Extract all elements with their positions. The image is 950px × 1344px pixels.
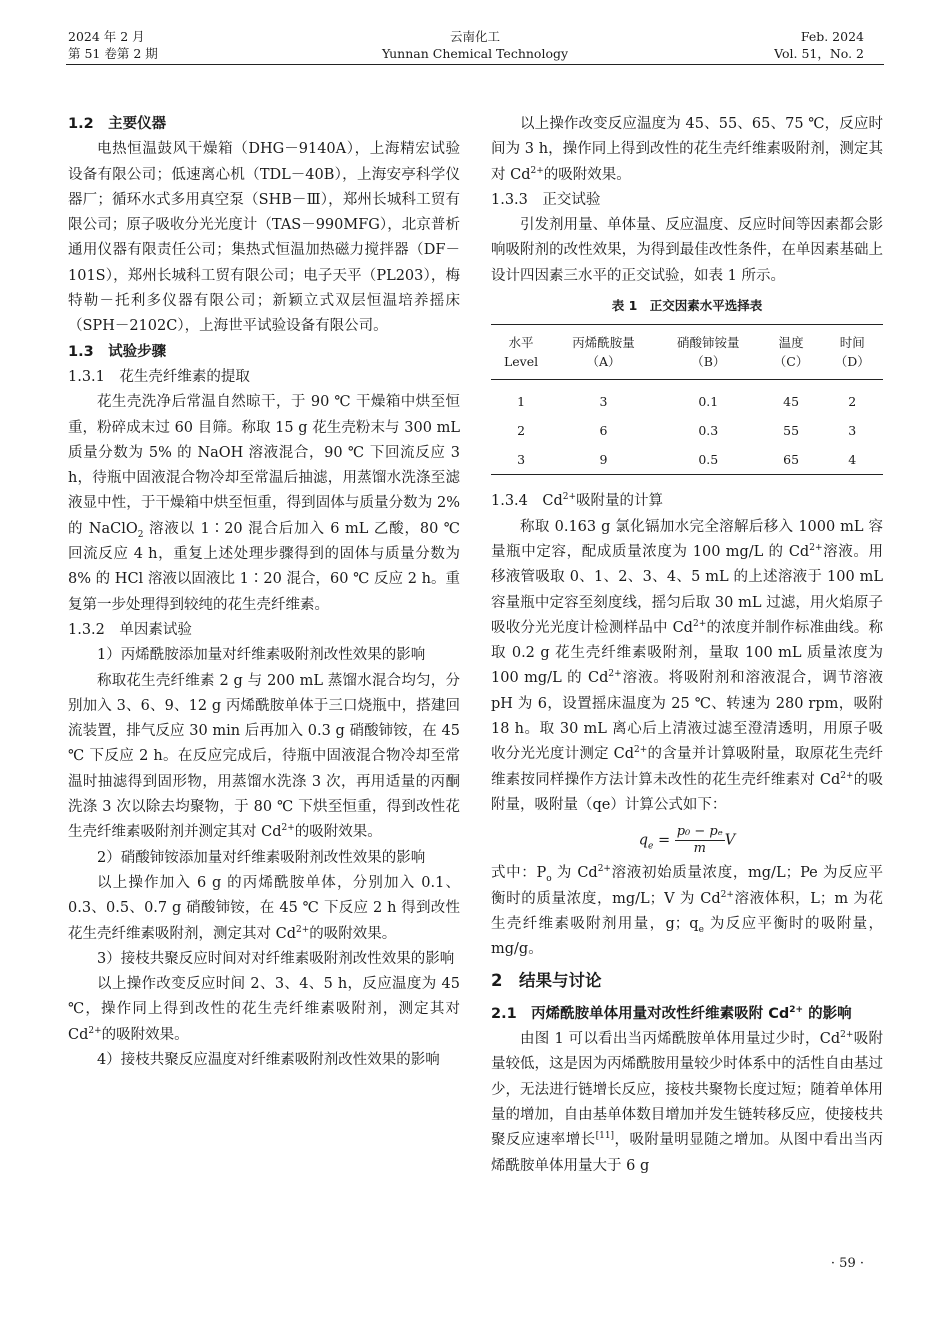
cd-charge: 2+ (530, 165, 544, 176)
table-header-cell: 丙烯酰胺量 （A） (551, 325, 656, 380)
cd-charge: 2+ (840, 1030, 854, 1041)
table-cell: 65 (761, 445, 822, 475)
section-1-2-body: 电热恒温鼓风干燥箱（DHG－9140A），上海精宏试验设备有限公司；低速离心机（TDL－40B），上海安亭科学仪器厂；循环水式多用真空泵（SHB－Ⅲ），郑州长城科工贸有限公司；原子吸收分光光度计（TAS－990MFG），北京普析通用仪器有限责任公司；集热式恒温加热磁力搅拌器（DF－101S），郑州长城科工贸有限公司；电子天平（PL203），梅特勒－托利多仪器有限公司；新颖立式双层恒温培养摇床（SPH－2102C），上海世平试验设备有限公司。 (68, 141, 460, 335)
factor-3-body (68, 972, 460, 1048)
page-number: · 59 · (830, 1256, 864, 1271)
header-date-en: Feb. 2024 (800, 29, 864, 44)
f2-body: 以上操作加入 6 g 的丙烯酰胺单体，分别加入 0.1、0.3、0.5、0.7 g 硝酸铈铵，在 45 ℃ 下反应 2 h 得到改性花生壳纤维素吸附剂，测定其对 Cd (68, 874, 460, 942)
cd-charge: 2+ (840, 770, 854, 781)
adsorption-formula: $q_e$ = $\frac{\text{p₀ − pₑ}}{m}$ V (638, 824, 736, 857)
s131-body-a: 花生壳洗净后常温自然晾干，于 90 ℃ 干燥箱中烘至恒重，粉碎成末过 60 目筛。称取 15 g 花生壳粉末与 300 mL 质量分数为 5% 的 NaOH 溶液混合，90 ℃ 下回流反应 3 h，待瓶中固液混合物冷却至常温后抽滤，用蒸馏水洗涤至滤液显中性，于干燥箱中烘至恒重，得到固体与质量分数为 2% 的 NaClO (68, 394, 460, 537)
cd-charge: 2+ (562, 492, 577, 503)
table-header-cell: 硝酸铈铵量 （B） (656, 325, 761, 380)
table-cell: 0.3 (698, 423, 719, 439)
section-1-3-4-body: 称取 0.163 g 氯化镉加水完全溶解后移入 1000 mL 容量瓶中定容，配成质量浓度为 100 mg/L 的 $Cd^{2+}$溶液。用移液管吸取 0、1、2、3、4、5 mL 的上述溶液于 100 mL 容量瓶中定容至刻度线，摇匀后取 30 mL 过滤，用火焰原子吸收分光光度计检测样品中 $Cd^{2+}$的浓度并制作标准曲线。称取 0.2 g 花生壳纤维素吸附剂，量取 100 mL 质量浓度为 100 mg/L 的 $Cd^{2+}$溶液。将吸附剂和溶液混合，调节溶液 pH 为 6，设置摇床温度为 25 ℃、转速为 280 rpm，吸附 18 h。取 30 mL 离心后上清液过滤至澄清透明，用原子吸收分光光度计测定 $Cd^{2+}$的含量并计算吸附量，取原花生壳纤维素按同样操作方法计算未改性的花生壳纤维素对 $Cd^{2+}$的吸附量，吸附量（qe）计算公式如下： (491, 518, 884, 813)
table-cell: 2 (848, 394, 857, 410)
table-row (491, 380, 883, 417)
cd-charge: 2+ (608, 669, 622, 680)
cd-charge: 2+ (809, 543, 823, 554)
section-1-3-title: 1.3 试验步骤 (68, 343, 167, 360)
section-2-1-body: 由图 1 可以看出当丙烯酰胺单体用量过少时，$Cd^{2+}$吸附量较低，这是因为丙烯酰胺用量较少时体系中的活性自由基过少，无法进行链增长反应，接枝共聚物长度过短；随着单体用量的增加，自由基单体数目增加并发生链转移反应，使接枝共聚反应速率增长[11]，吸附量明显随之增加。从图中看出当丙烯酰胺单体用量大于 6 g (491, 1030, 884, 1174)
factor-4-body (491, 112, 883, 188)
header-journal-en: Yunnan Chemical Technology (381, 46, 569, 61)
f4-end: 的吸附效果。 (543, 166, 631, 183)
cd-charge: 2+ (692, 619, 707, 630)
table-cell: 0.1 (698, 394, 719, 410)
header-volume-en: Vol. 51，No. 2 (774, 46, 864, 61)
table-cell: 9 (551, 445, 656, 475)
table-row (491, 416, 883, 445)
factor-2-title: 2）硝酸铈铵添加量对纤维素吸附剂改性效果的影响 (97, 849, 426, 866)
cd-charge: 2+ (634, 745, 648, 756)
cd-charge: 2+ (597, 864, 611, 875)
table-cell: 6 (599, 423, 608, 439)
table-header-cell: 温度 （C） (761, 325, 822, 380)
table-cell: 3 (848, 423, 857, 439)
table-cell: 3 (599, 394, 608, 410)
section-1-3-3-title: 1.3.3 正交试验 (491, 191, 601, 208)
table-header-cell: 水平 Level (491, 325, 551, 380)
f4-body: 以上操作改变反应温度为 45、55、65、75 ℃，反应时间为 3 h，操作同上得到改性的花生壳纤维素吸附剂，测定其对 Cd (491, 116, 883, 183)
table-1-caption: 表 1 正交因素水平选择表 (611, 298, 763, 314)
f1-end: 的吸附效果。 (294, 824, 382, 841)
section-2-1-title: 2.1 丙烯酰胺单体用量对改性纤维素吸附 $Cd^{2+}$ 的影响 (491, 1004, 852, 1022)
s131-body-b: 溶液以 1∶20 混合后加入 6 mL 乙酸，80 ℃ 回流反应 4 h，重复上述处理步骤得到的固体与质量分数为 8% 的 HCl 溶液以固液比 1∶20 混合，60 ℃ 反应 2 h。重复第一步处理得到较纯的花生壳纤维素。 (68, 520, 460, 613)
table-cell: 4 (821, 445, 883, 475)
header-volume: 第 51 卷第 2 期 (68, 46, 158, 61)
orthogonal-table (491, 324, 883, 475)
formula-definitions: 式中：$P_o$ 为 $Cd^{2+}$溶液初始质量浓度，mg/L；Pe 为反应平衡时的质量浓度，mg/L；V 为 $Cd^{2+}$溶液体积，L；m 为花生壳纤维素吸附剂用量，g；$q_e$ 为反应平衡时的吸附量，mg/g。 (491, 864, 883, 958)
section-2-title: 2 结果与讨论 (491, 971, 602, 991)
header-journal-cn: 云南化工 (449, 29, 500, 44)
cd-charge: 2+ (281, 823, 295, 834)
header-date: 2024 年 2 月 (68, 29, 145, 44)
table-cell: 1 (517, 394, 526, 410)
factor-2-body (68, 871, 460, 947)
section-1-3-4-title: 1.3.4 $Cd^{2+}$吸附量的计算 (491, 492, 664, 510)
table-header-row (491, 325, 883, 380)
table-cell: 45 (783, 394, 800, 410)
factor-4-title: 4）接枝共聚反应温度对纤维素吸附剂改性效果的影响 (97, 1051, 440, 1068)
cd-charge: 2+ (789, 1004, 804, 1015)
table-cell: 3 (491, 445, 551, 475)
cd-charge: 2+ (720, 889, 734, 900)
reference-marker[interactable]: [11] (595, 1131, 615, 1142)
left-column (68, 112, 460, 1073)
f3-body: 以上操作改变反应时间 2、3、4、5 h，反应温度为 45 ℃，操作同上得到改性的花生壳纤维素吸附剂，测定其对 Cd (68, 976, 460, 1043)
cd-charge: 2+ (295, 924, 310, 935)
section-1-3-3-body: 引发剂用量、单体量、反应温度、反应时间等因素都会影响吸附剂的改性效果，为得到最佳改性条件，在单因素基础上设计四因素三水平的正交试验，如表 1 所示。 (491, 217, 883, 284)
table-cell: 2 (517, 423, 526, 439)
f2-end: 的吸附效果。 (309, 925, 397, 942)
table-cell: 0.5 (656, 445, 761, 475)
journal-issue-header (774, 28, 864, 62)
factor-1-title: 1）丙烯酰胺添加量对纤维素吸附剂改性效果的影响 (97, 647, 426, 664)
table-row (491, 445, 883, 475)
table-header-cell: 时间 （D） (821, 325, 883, 380)
section-1-3-2-title: 1.3.2 单因素试验 (68, 621, 192, 638)
right-column (491, 112, 883, 1179)
cd-charge: 2+ (88, 1025, 102, 1036)
factor-3-title: 3）接枝共聚反应时间对对纤维素吸附剂改性效果的影响 (97, 950, 455, 967)
section-1-2-title: 1.2 主要仪器 (68, 116, 167, 132)
section-1-3-1-body (68, 390, 460, 618)
header-rule (66, 64, 884, 65)
f3-end: 的吸附效果。 (101, 1026, 189, 1043)
s131-sub: 2 (137, 529, 144, 540)
section-1-3-1-title: 1.3.1 花生壳纤维素的提取 (68, 368, 250, 385)
table-cell: 55 (783, 423, 800, 439)
formula-fraction: $\frac{\text{p₀ − pₑ}}{m}$ (676, 824, 723, 857)
factor-1-body (68, 669, 460, 846)
f1-body: 称取花生壳纤维素 2 g 与 200 mL 蒸馏水混合均匀，分别加入 3、6、9、12 g 丙烯酰胺单体于三口烧瓶中，搭建回流装置，排气反应 30 min 后再加入 0.3 g 硝酸铈铵，在 45 ℃ 下反应 2 h。在反应完成后，待瓶中固液混合物冷却至常温时抽滤得到固形物，用蒸馏水洗涤 3 次，再用适量的丙酮洗涤 3 次以除去均聚物，于 80 ℃ 下烘至恒重，得到改性花生壳纤维素吸附剂并测定其对 Cd (68, 672, 460, 841)
